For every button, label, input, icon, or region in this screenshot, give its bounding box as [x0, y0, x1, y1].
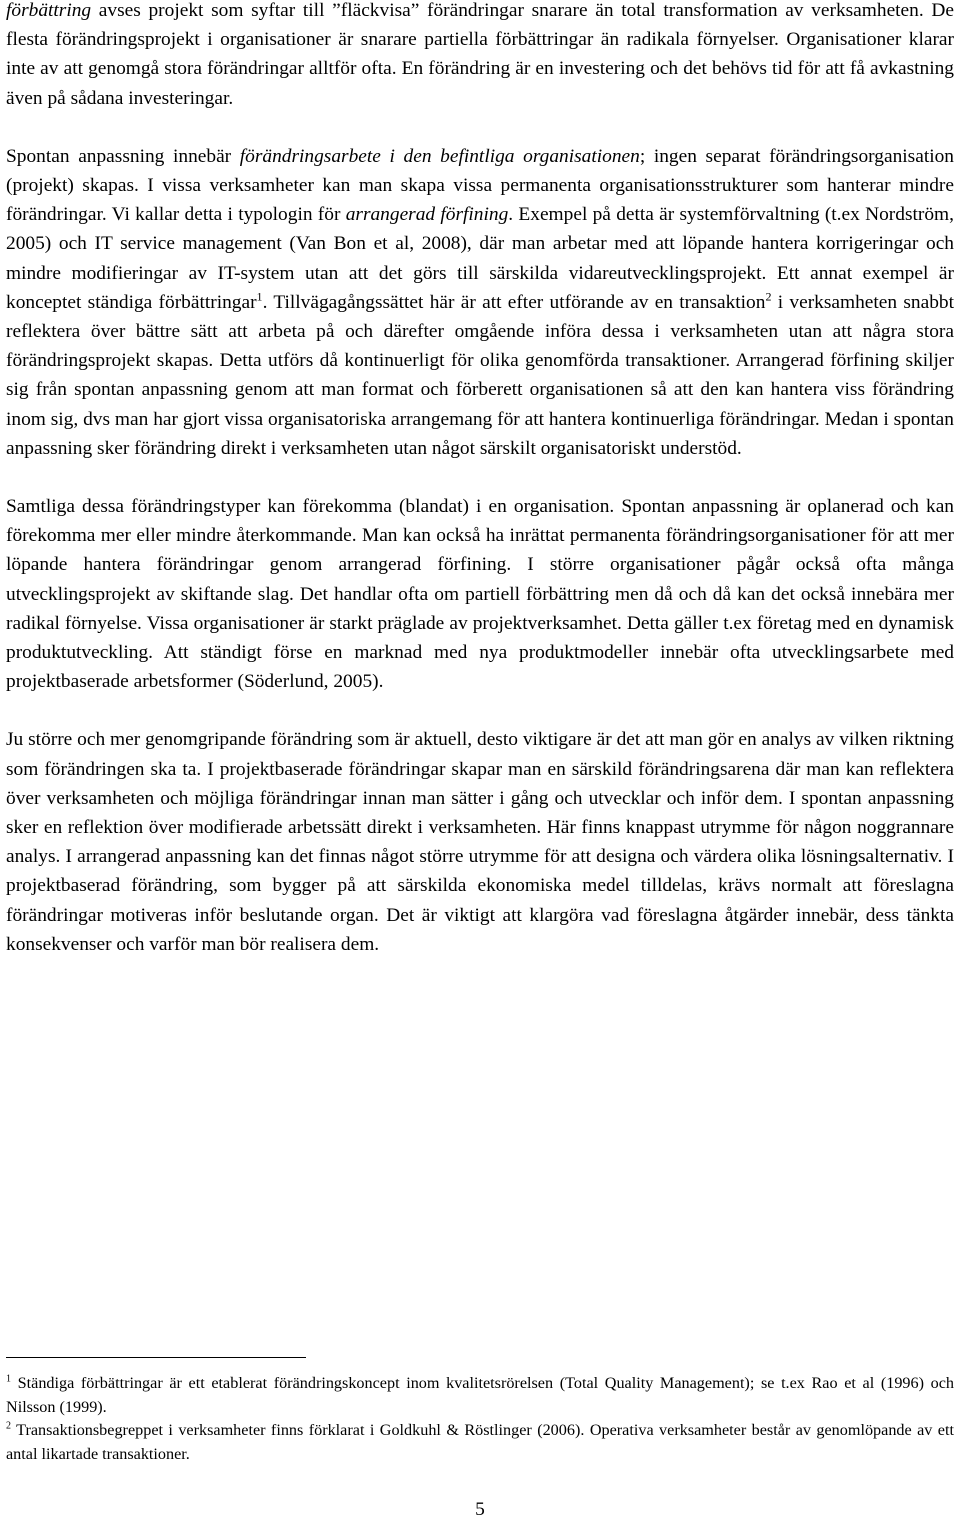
paragraph-3 [6, 492, 954, 696]
footnotes [6, 1357, 954, 1466]
term-forandringsarbete: förändringsarbete i den befintliga organisationen [239, 145, 640, 167]
footnote-separator [6, 1357, 306, 1358]
footnote-2 [6, 1419, 954, 1466]
document-body [6, 0, 954, 959]
paragraph-2-text-e: i verksamheten snabbt reflektera över bättre sätt att arbeta på och därefter omgående införa dessa i verksamheten utan att några stora förändringsprojekt skapas. Detta utförs då kontinuerligt för olika genomförda transaktioner. Arrangerad förfining skiljer sig från spontan anpassning genom att man format och förberett organisationen så att den kan hantera viss förändring inom sig, dvs man har gjort vissa organisatoriska arrangemang för att hantera kontinuerliga förändringar. Medan i spontan anpassning sker förändring direkt i verksamheten utan något särskilt organisatoriskt understöd. [6, 291, 954, 459]
term-arrangerad-forfining: arrangerad förfining [345, 204, 509, 226]
footnote-2-number: 2 [6, 1420, 12, 1432]
paragraph-4 [6, 725, 954, 959]
paragraph-2-text-b: ; ingen separat förändringsorganisation (projekt) skapas. I vissa verksamheter kan man skapa vissa permanenta organisationsstrukturer som hanterar mindre förändringar. Vi kallar detta i typologin för [6, 145, 954, 226]
paragraph-2-text-d: . Tillvägagångssättet här är att efter utförande av en transaktion [262, 291, 766, 313]
page-number: 5 [475, 1499, 485, 1520]
footnote-2-text: Transaktionsbegreppet i verksamheter finns förklarat i Goldkuhl & Röstlinger (2006). Operativa verksamheter består av genomlöpande av ett antal likartade transaktioner. [6, 1421, 954, 1463]
footnote-1 [6, 1372, 954, 1419]
footnote-ref-1[interactable]: 1 [256, 289, 263, 304]
paragraph-3-text: Samtliga dessa förändringstyper kan förekomma (blandat) i en organisation. Spontan anpassning är oplanerad och kan förekomma mer eller mindre återkommande. Man kan också ha inrättat permanenta förändringsorganisationer för att mer löpande hantera förändringar genom arrangerad förfining. I större organisationer pågår också ofta många utvecklingsprojekt av skiftande slag. Det handlar ofta om partiell förbättring men då och då kan det också innebära mer radikal förnyelse. Vissa organisationer är starkt präglade av projektverksamhet. Detta gäller t.ex företag med en dynamisk produktutveckling. Att ständigt förse en marknad med nya produktmodeller innebär ofta utvecklingsarbete med projektbaserade arbetsformer (Söderlund, 2005). [6, 496, 954, 693]
paragraph-2-text-a: Spontan anpassning innebär [6, 145, 240, 167]
paragraph-1-text: avses projekt som syftar till ”fläckvisa” förändringar snarare än total transformation av verksamheten. De flesta förändringsprojekt i organisationer är snarare partiella förbättringar än radikala förnyelser. Organisationer klarar inte av att genomgå stora förändringar alltför ofta. En förändring är en investering och det behövs tid för att få avkastning även på sådana investeringar. [6, 0, 954, 109]
paragraph-2-text-c: . Exempel på detta är systemförvaltning (t.ex Nordström, 2005) och IT service management (Van Bon et al, 2008), där man arbetar med att löpande hantera korrigeringar och mindre modifieringar av IT-system utan att det görs till särskilda vidareutvecklingsprojekt. Ett annat exempel är konceptet ständiga förbättringar [6, 204, 954, 313]
term-forbattring: förbättring [6, 0, 92, 21]
footnote-1-number: 1 [6, 1373, 12, 1385]
paragraph-2 [6, 142, 954, 463]
paragraph-4-text: Ju större och mer genomgripande förändring som är aktuell, desto viktigare är det att man gör en analys av vilken riktning som förändringen ska ta. I projektbaserade förändringar skapar man en särskild förändringsarena där man kan reflektera över verksamheten och möjliga förändringar innan man sätter i gång och utvecklar och inför dem. I spontan anpassning sker en reflektion över modifierade arbetssätt direkt i verksamheten. Här finns knappast utrymme för någon noggrannare analys. I arrangerad anpassning kan det finnas något större utrymme för att designa och värdera olika lösningsalternativ. I projektbaserad förändring, som bygger på att särskilda ekonomiska medel tilldelas, krävs normalt att föreslagna förändringar motiveras inför beslutande organ. Det är viktigt att klargöra vad föreslagna åtgärder innebär, dess tänkta konsekvenser och varför man bör realisera dem. [6, 729, 954, 955]
footnote-ref-2[interactable]: 2 [765, 289, 772, 304]
paragraph-1 [6, 0, 954, 113]
footnote-1-text: Ständiga förbättringar är ett etablerat förändringskoncept inom kvalitetsrörelsen (Total Quality Management); se t.ex Rao et al (1996) och Nilsson (1999). [6, 1374, 954, 1416]
